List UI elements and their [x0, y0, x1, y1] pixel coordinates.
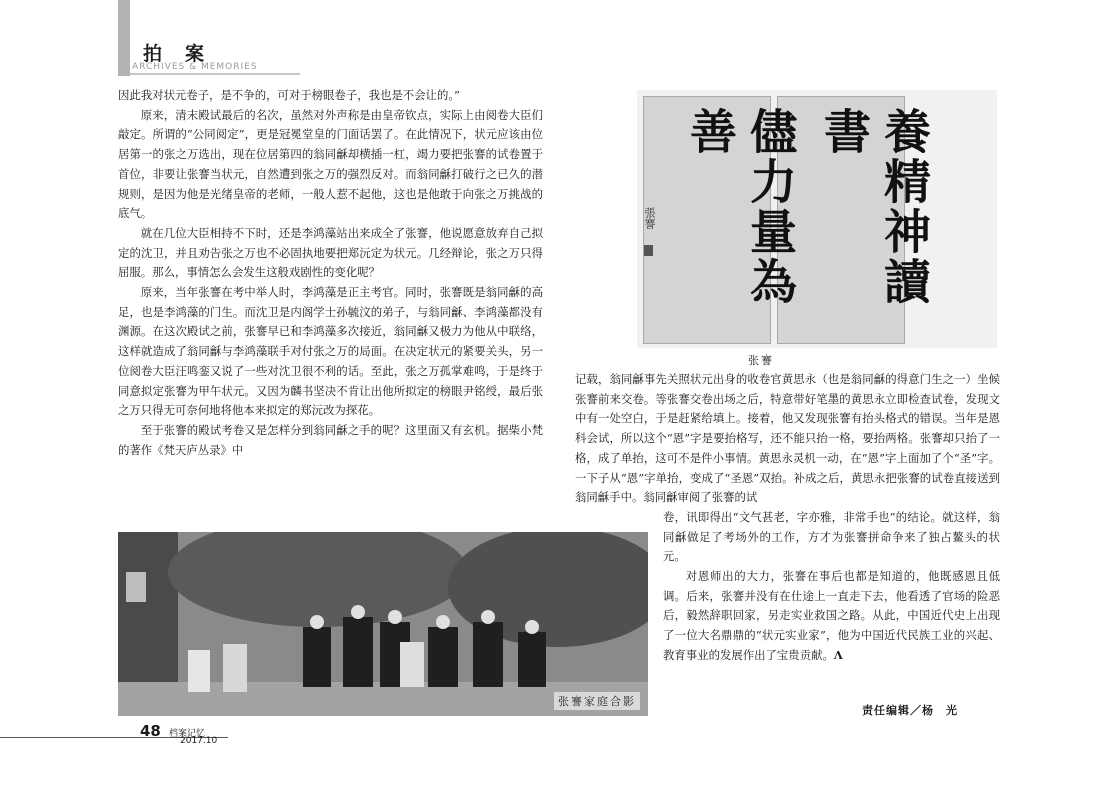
calligraphy-text-right: 養精神讀書: [816, 107, 931, 307]
paragraph: 记载，翁同龢事先关照状元出身的收卷官黄思永（也是翁同龢的得意门生之一）坐候张謇前来交卷。等张謇交卷出场之后，特意带好笔墨的黄思永立即检查试卷，发现文中有一处空白，于是赶紧给填上。接着，他又发现张謇有抬头格式的错误。当年是恩科会试，所以这个“恩”字是要抬格写，还不能只抬一格，要抬两格。张謇却只抬了一格，成了单抬，这可不是件小事情。黄思永灵机一动，在“恩”字上面加了个“圣”字。一下子从“恩”字单抬，变成了“圣恩”双抬。补成之后，黄思永把张謇的试卷直接送到翁同龢手中。翁同龢审阅了张謇的试: [575, 372, 1000, 505]
paragraph: [663, 567, 1000, 666]
paragraph-text: 对恩师出的大力，张謇在事后也都是知道的，他既感恩且低调。后来，张謇并没有在仕途上一直走下去，他看透了官场的险恶后，毅然辞职回家，另走实业救国之路。从此，中国近代史上出现了一位大名鼎鼎的“状元实业家”，他为中国近代民族工业的兴起、教育事业的发展作出了宝贵贡献。: [663, 569, 1000, 662]
family-photo: [118, 532, 648, 716]
paragraph: 就在几位大臣相持不下时，还是李鸿藻站出来成全了张謇，他说愿意放弃自己拟定的沈卫，并且劝告张之万也不必固执地要把郑沅定为状元。几经辩论，张之万只得屈服。那么，事情怎么会发生这般戏剧性的变化呢？: [118, 225, 543, 280]
paragraph: 原来，清末殿试最后的名次，虽然对外声称是由皇帝钦点，实际上由阅卷大臣们敲定。所谓的“公同阅定”，更是冠冕堂皇的门面话罢了。在此情况下，状元应该由位居第一的张之万选出，现在位居第四的翁同龢却横插一杠，竭力要把张謇的试卷置于首位，非要让张謇当状元，自然遭到张之万的强烈反对。而翁同龢打破行之已久的潜规则，是因为他是光绪皇帝的老师，一般人惹不起他，这也是他敢于向张之万挑战的底气。: [118, 107, 543, 221]
photo-caption: 张謇家庭合影: [554, 692, 640, 710]
paragraph: 因此我对状元卷子，是不争的，可对于榜眼卷子，我也是不会让的。”: [118, 88, 460, 102]
paragraph: 原来，当年张謇在考中举人时，李鸿藻是正主考官。同时，张謇既是翁同龢的高足，也是李鸿藻的门生。而沈卫是内阁学士孙毓汶的弟子，与翁同龢、李鸿藻都没有渊源。在这次殿试之前，张謇早已和李鸿藻多次接近，翁同龢又极力为他从中联络，这样就造成了翁同龢与李鸿藻联手对付张之万的局面。在决定状元的紧要关头，另一位阅卷大臣汪鸣銮又说了一些对沈卫很不利的话。至此，张之万孤掌难鸣，于是终于同意拟定张謇为甲午状元。又因为麟书坚决不肯让出他所拟定的榜眼尹铭绶，最后张之万只得无可奈何地将他本来拟定的郑沅改为探花。: [118, 285, 543, 418]
journal-name: 档案记忆: [169, 729, 206, 739]
calligraphy-text-left: 儘力量為善: [682, 107, 797, 307]
header-tab-strip: [118, 0, 130, 76]
section-title: 拍 案: [143, 43, 207, 65]
family-photo-scene: [118, 532, 648, 716]
end-mark-icon: Λ: [833, 647, 843, 662]
paragraph: 卷，讯即得出“文气甚老，字亦雅，非常手也”的结论。就这样，翁同龢做足了考场外的工作，方才为张謇拼命争来了独占鳌头的状元。: [663, 509, 1000, 564]
calligraphy-image: [637, 90, 997, 348]
paragraph: 至于张謇的殿试考卷又是怎样分到翁同龢之手的呢？这里面又有玄机。据柴小梵的著作《梵天庐丛录》中: [118, 422, 543, 457]
seal-mark: [644, 245, 653, 256]
calligraphy-caption: 张謇: [748, 354, 774, 367]
section-subtitle: ARCHIVES & MEMORIES: [132, 62, 258, 72]
editor-credit: 责任编辑／杨 光: [862, 704, 958, 717]
calligraphy-scroll-left: [643, 96, 797, 344]
issue-date: 2017.10: [180, 736, 218, 746]
text-column-left: [118, 86, 543, 460]
page-number: 48: [140, 722, 161, 740]
header-rule: [130, 73, 300, 75]
calligraphy-signature: 張謇: [643, 207, 656, 229]
